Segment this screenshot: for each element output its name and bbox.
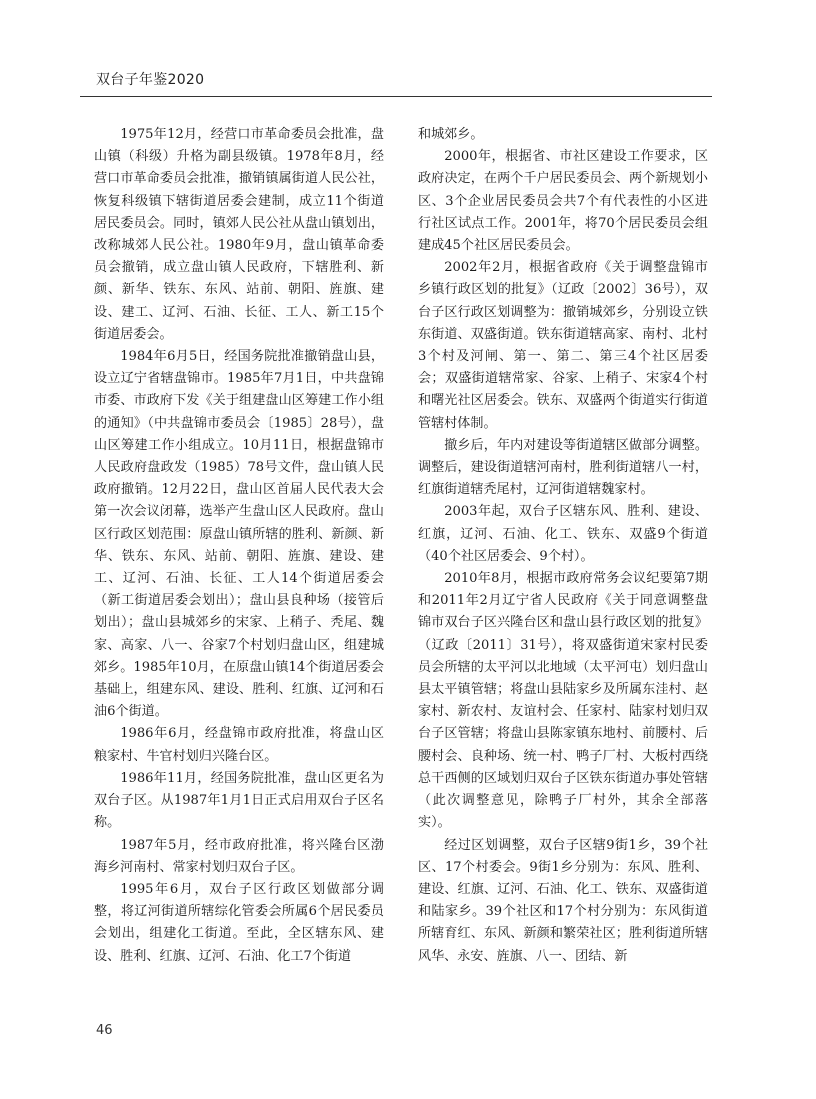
paragraph: 2000年，根据省、市社区建设工作要求，区政府决定，在两个千户居民委员会、两个新规划小区、3个企业居民委员会共7个有代表性的小区进行社区试点工作。2001年，将70个居民委员会组建成45个社区居民委员会。 xyxy=(418,149,708,254)
paragraph: 经过区划调整，双台子区辖9街1乡，39个社区、17个村委会。9街1乡分别为：东风、胜利、建设、红旗、辽河、石油、化工、铁东、双盛街道和陆家乡。39个社区和17个村分别为：东风街道所辖育红、东风、新颜和繁荣社区；胜利街道所辖风华、永安、旌旗、八一、团结、新 xyxy=(418,837,708,964)
header-rule xyxy=(80,96,712,97)
paragraph: 1984年6月5日，经国务院批准撤销盘山县，设立辽宁省辖盘锦市。1985年7月1日，中共盘锦市委、市政府下发《关于组建盘山区筹建工作小组的通知》（中共盘锦市委员会〔1985〕28号），盘山区筹建工作小组成立。10月11日，根据盘锦市人民政府盘政发（1985）78号文件，盘山镇人民政府撤销。12月22日，盘山区首届人民代表大会第一次会议闭幕，选举产生盘山区人民政府。盘山区行政区划范围：原盘山镇所辖的胜利、新颜、新华、铁东、东风、站前、朝阳、旌旗、建设、建工、辽河、石油、长征、工人14个街道居委会（新工街道居委会划出）；盘山县良种场（接管后划出）；盘山县城郊乡的宋家、上稍子、秃尾、魏家、高家、八一、谷家7个村划归盘山区，组建城郊乡。1985年10月，在原盘山镇14个街道居委会基础上，组建东风、建设、胜利、红旗、辽河和石油6个街道。 xyxy=(94,349,384,720)
paragraph: 2010年8月，根据市政府常务会议纪要第7期和2011年2月辽宁省人民政府《关于同意调整盘锦市双台子区兴隆台区和盘山县行政区划的批复》（辽政〔2011〕31号），将双盛街道宋家村民委员会所辖的太平河以北地域（太平河屯）划归盘山县太平镇管辖；将盘山县陆家乡及所属东洼村、赵家村、新农村、友谊村会、任家村、陆家村划归双台子区管辖；将盘山县陈家镇东地村、前腰村、后腰村会、良种场、统一村、鸭子厂村、大板村西绕总干西侧的区域划归双台子区铁东街道办事处管辖（此次调整意见，除鸭子厂村外，其余全部落实）。 xyxy=(418,571,708,831)
paragraph: 1995年6月，双台子区行政区划做部分调整，将辽河街道所辖综化管委会所属6个居民委员会划出，组建化工街道。至此，全区辖东风、建设、胜利、红旗、辽河、石油、化工7个街道 xyxy=(94,881,384,964)
paragraph-continuation: 和城郊乡。 xyxy=(418,127,484,142)
right-column xyxy=(418,124,708,968)
paragraph: 1975年12月，经营口市革命委员会批准，盘山镇（科级）升格为副县级镇。1978年8月，经营口市革命委员会批准，撤销镇属街道人民公社，恢复科级镇下辖街道居委会建制，成立11个街道居民委员会。同时，镇郊人民公社从盘山镇划出，改称城郊人民公社。1980年9月，盘山镇革命委员会撤销，成立盘山镇人民政府，下辖胜利、新颜、新华、铁东、东风、站前、朝阳、旌旗、建设、建工、辽河、石油、长征、工人、新工15个街道居委会。 xyxy=(94,127,384,342)
paragraph: 撤乡后，年内对建设等街道辖区做部分调整。调整后，建设街道辖河南村，胜利街道辖八一村，红旗街道辖秃尾村，辽河街道辖魏家村。 xyxy=(418,437,708,498)
paragraph: 1986年11月，经国务院批准，盘山区更名为双台子区。从1987年1月1日正式启用双台子区名称。 xyxy=(94,770,384,831)
paragraph: 2002年2月，根据省政府《关于调整盘锦市乡镇行政区划的批复》（辽政〔2002〕36号），双台子区行政区划调整为：撤销城郊乡，分别设立铁东街道、双盛街道。铁东街道辖高家、南村、北村3个村及河闸、第一、第二、第三4个社区居委会；双盛街道辖常家、谷家、上稍子、宋家4个村和曙光社区居委会。铁东、双盛两个街道实行街道管辖村体制。 xyxy=(418,260,708,431)
running-header-title: 双台子年鉴2020 xyxy=(96,72,205,88)
page-number: 46 xyxy=(96,1023,113,1038)
paragraph: 1987年5月，经市政府批准，将兴隆台区渤海乡河南村、常家村划归双台子区。 xyxy=(94,837,384,875)
paragraph: 2003年起，双台子区辖东风、胜利、建设、红旗，辽河、石油、化工、铁东、双盛9个街道（40个社区居委会、9个村）。 xyxy=(418,504,708,564)
paragraph: 1986年6月，经盘锦市政府批准，将盘山区粮家村、牛官村划归兴隆台区。 xyxy=(94,726,384,764)
left-column xyxy=(94,124,384,968)
